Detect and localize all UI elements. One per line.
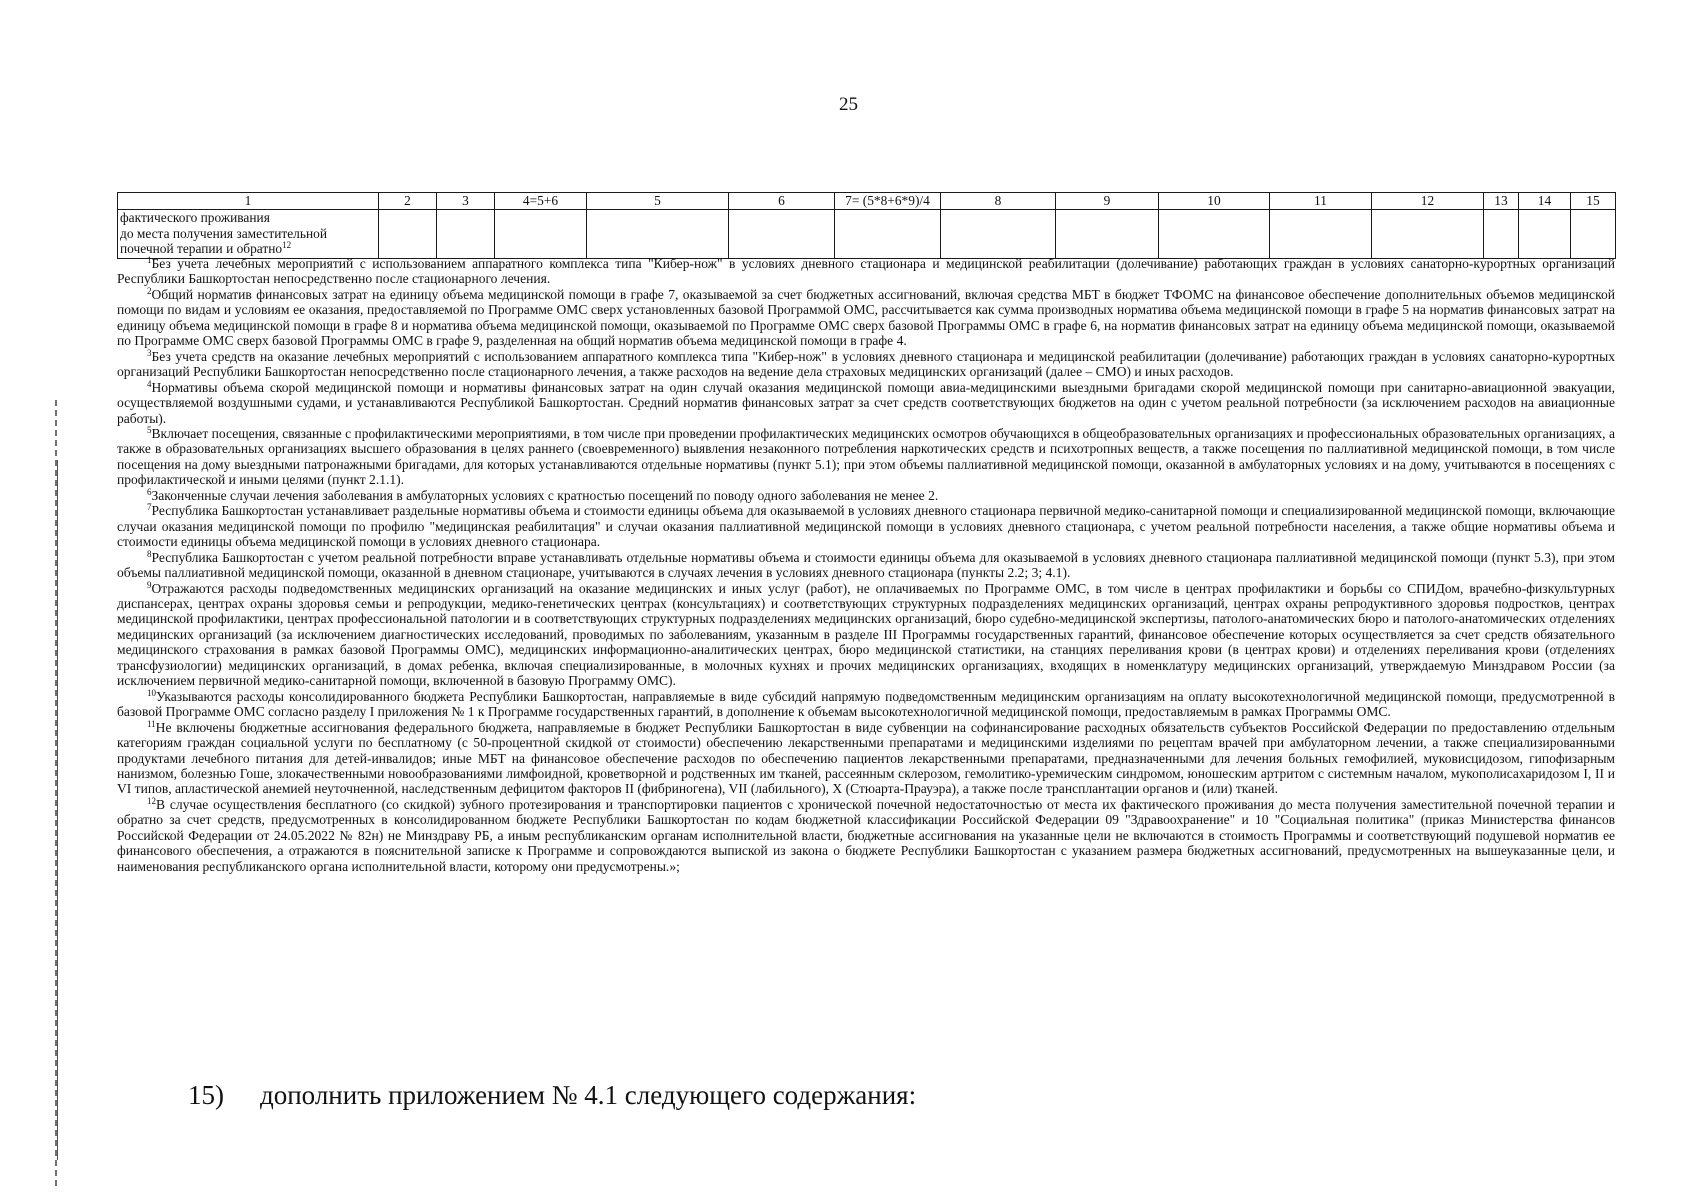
table-cell [941,210,1056,259]
footnote [117,581,1615,689]
row-label-line: фактического проживания [120,210,270,225]
footnotes [117,256,1615,874]
footnote-mark: 12 [147,795,156,806]
table-cell [495,210,587,259]
table-cell [437,210,495,259]
page-number: 25 [839,94,858,115]
footnote [117,488,1615,503]
table-cell [1372,210,1484,259]
footnote-text: Нормативы объема скорой медицинской помощи и нормативы финансовых затрат на один случай оказания медицинской помощи авиа-медицинскими выездными бригадами скорой медицинской помощи при санитарно-авиационной эвакуации, осуществляемой воздушными судами, и устанавливаются Республикой Башкортостан. Средний норматив финансовых затрат за счет средств соответствующих бюджетов на один с учетом реальной потребности (за исключением расходов на авиационные работы). [117,379,1615,426]
table-cell [587,210,729,259]
footnote-text: В случае осуществления бесплатного (со скидкой) зубного протезирования и транспортировки пациентов с хронической почечной недостаточностью от места их фактического проживания до места получения заместительной почечной терапии и обратно за счет средств, предусмотренных в консолидированном бюджете Республики Башкортостан по кодам бюджетной классификации Российской Федерации 09 "Здравоохранение" и 10 "Социальная политика" (приказ Министерства финансов Российской Федерации от 24.05.2022 № 82н) не Минздраву РБ, а иным республиканским органам исполнительной власти, бюджетные ассигнования на указанные цели не включаются в стоимость Программы и соответствующий подушевой норматив ее финансового обеспечения, а отражаются в пояснительной записке к Программе и сопровождаются выпиской из закона о бюджете Республики Башкортостан с указанием размера бюджетных ассигнований, предусмотренных на вышеуказанные цели, и наименования республиканского органа исполнительной власти, которому они предусмотрены.»; [117,796,1615,874]
table-cell [1270,210,1372,259]
data-table [117,192,1616,259]
column-header: 14 [1519,193,1571,210]
footnote-mark: 1 [147,255,152,265]
table-cell [1484,210,1519,259]
column-header: 1 [118,193,379,210]
footnote-text: Включает посещения, связанные с профилактическими мероприятиями, в том числе при проведении профилактических медицинских осмотров обучающихся в общеобразовательных организациях и профессиональных образовательных организациях, а также в образовательных организациях высшего образования в целях раннего (своевременного) выявления незаконного потребления наркотических средств и психотропных веществ, а также посещения по паллиативной медицинской помощи, в том числе посещения на дому выездными патронажными бригадами, для которых устанавливаются отдельные нормативы (пункт 5.1); при этом объемы паллиативной медицинской помощи, оказанной в амбулаторных условиях и на дому, учитываются в посещениях с профилактической и иными целями (пункт 2.1.1). [117,425,1615,488]
footnote [117,720,1615,797]
footnote-mark: 7 [147,502,152,513]
footnote [117,503,1615,549]
amendment-item [188,1080,916,1111]
table-cell [379,210,437,259]
footnote-mark: 2 [147,285,152,296]
footnote-text: Не включены бюджетные ассигнования федерального бюджета, направляемые в бюджет Республики Башкортостан в виде субвенции на софинансирование расходных обязательств субъектов Российской Федерации по предоставлению отдельным категориям граждан социальной услуги по бесплатному (с 50-процентной скидкой от стоимости) обеспечению лекарственными препаратами и медицинскими изделиями по рецептам врачей при амбулаторном лечении, а также специализированными продуктами лечебного питания для детей-инвалидов; иные МБТ на финансовое обеспечение расходов по обеспечению пациентов лекарственными препаратами, предназначенными для лечения больных гемофилией, муковисцидозом, гипофизарным нанизмом, болезнью Гоше, злокачественными новообразованиями лимфоидной, кроветворной и родственных им тканей, рассеянным склерозом, гемолитико-уремическим синдромом, юношеским артритом с системным началом, мукополисахаридозом I, II и VI типов, апластической анемией неуточненной, наследственным дефицитом факторов II (фибриногена), VII (лабильного), X (Стюарта-Прауэра), а также после трансплантации органов и (или) тканей. [117,719,1615,797]
column-header: 8 [941,193,1056,210]
item-number: 15) [188,1080,224,1110]
table-cell [1056,210,1159,259]
table-cell [1571,210,1616,259]
footnote [117,349,1615,380]
column-header: 5 [587,193,729,210]
row-label [118,210,379,259]
table-row [118,210,1616,259]
column-header: 15 [1571,193,1616,210]
footnote-mark: 10 [147,687,156,698]
footnote-text: Республика Башкортостан устанавливает раздельные нормативы объема и стоимости единицы объема для оказываемой в условиях дневного стационара первичной медико-санитарной помощи и специализированной медицинской помощи, включающие случаи оказания медицинской помощи по профилю "медицинская реабилитация" и случаи оказания паллиативной медицинской помощи в условиях дневного стационара, с учетом реальной потребности населения, а также общие нормативы объема и стоимости единицы объема медицинской помощи в условиях дневного стационара. [117,503,1615,550]
column-header: 13 [1484,193,1519,210]
footnote [117,380,1615,426]
column-header: 7= (5*8+6*9)/4 [835,193,941,210]
column-header: 10 [1159,193,1270,210]
footnote [117,256,1615,287]
table-header-row [118,193,1616,210]
footnote-mark: 4 [147,378,152,389]
item-text: дополнить приложением № 4.1 следующего содержания: [260,1080,917,1110]
footnote-mark: 11 [147,718,156,729]
row-label-line: почечной терапии и обратно [120,241,283,256]
footnote [117,287,1615,349]
column-header: 11 [1270,193,1372,210]
footnote-text: Республика Башкортостан с учетом реальной потребности вправе устанавливать отдельные нормативы объема и стоимости единицы объема для оказываемой в условиях дневного стационара паллиативной медицинской помощи (пункт 5.3), при этом объемы паллиативной медицинской помощи, оказанной в дневном стационаре, учитываются в случаях лечения в условиях дневного стационара (пункты 2.2; 3; 4.1). [117,549,1615,581]
footnote-mark: 9 [147,579,152,590]
table-cell [1159,210,1270,259]
footnote [117,426,1615,488]
footnote-text: Указываются расходы консолидированного бюджета Республики Башкортостан, направляемые в виде субсидий напрямую подведомственным медицинским организациям на оплату высокотехнологичной медицинской помощи, предусмотренной в базовой Программе ОМС согласно разделу I приложения № 1 к Программе государственных гарантий, в дополнение к объемам высокотехнологичной медицинской помощи, предоставляемым в рамках Программы ОМС. [117,688,1615,720]
footnote-text: Отражаются расходы подведомственных медицинских организаций на оказание медицинских и иных услуг (работ), не оплачиваемых по Программе ОМС, в том числе в центрах профилактики и борьбы со СПИДом, врачебно-физкультурных диспансерах, центрах охраны здоровья семьи и репродукции, медико-генетических центрах (консультациях) и соответствующих структурных подразделениях медицинских организаций, центрах охраны репродуктивного здоровья подростков, центрах медицинской профилактики, центрах профессиональной патологии и в соответствующих структурных подразделениях медицинских организаций, бюро судебно-медицинской экспертизы, патолого-анатомических бюро и патолого-анатомических отделениях медицинских организаций (за исключением диагностических исследований, проводимых по заболеваниям, указанным в разделе III Программы государственных гарантий, финансовое обеспечение которых осуществляется за счет средств обязательного медицинского страхования в рамках базовой Программы ОМС), медицинских информационно-аналитических центрах, бюро медицинской статистики, на станциях переливания крови (в центрах крови) и отделениях переливания крови (отделениях трансфузиологии) медицинских организаций, в домах ребенка, включая специализированные, в молочных кухнях и прочих медицинских организациях, входящих в номенклатуру медицинских организаций, утверждаемую Минздравом России (за исключением первичной медико-санитарной помощи, включенной в базовую Программу ОМС). [117,580,1615,689]
footnote-mark: 8 [147,548,152,559]
footnote-ref: 12 [282,240,292,250]
footnote-mark: 3 [147,347,152,358]
footnote-text: Без учета средств на оказание лечебных мероприятий с использованием аппаратного комплекса типа "Кибер-нож" в условиях дневного стационара и медицинской реабилитации (долечивание) работающих граждан в условиях санаторно-курортных организаций Республики Башкортостан непосредственно после стационарного лечения, а также расходов на ведение дела страховых медицинских организаций (далее – СМО) и иных расходов. [117,348,1615,380]
footnote-text: Законченные случаи лечения заболевания в амбулаторных условиях с кратностью посещений по поводу одного заболевания не менее 2. [151,487,939,503]
column-header: 2 [379,193,437,210]
table-cell [1519,210,1571,259]
footnote-text: Без учета лечебных мероприятий с использованием аппаратного комплекса типа "Кибер-нож" в условиях дневного стационара и медицинской реабилитации (долечивание) работающих граждан в условиях санаторно-курортных организаций Республики Башкортостан непосредственно после стационарного лечения. [117,256,1615,287]
footnote [117,797,1615,874]
column-header: 12 [1372,193,1484,210]
footnote-mark: 6 [147,486,152,497]
footnote-mark: 5 [147,424,152,435]
footnote [117,550,1615,581]
row-label-line: до места получения заместительной [120,225,327,241]
table-cell [835,210,941,259]
column-header: 3 [437,193,495,210]
footnote-text: Общий норматив финансовых затрат на единицу объема медицинской помощи в графе 7, оказываемой за счет бюджетных ассигнований, включая средства МБТ в бюджет ТФОМС на финансовое обеспечение дополнительных объемов медицинской помощи по видам и условиям ее оказания, предоставляемой по Программе ОМС сверх установленных базовой Программой ОМС, рассчитывается как сумма производных норматива объема медицинской помощи в графе 5 на норматив финансовых затрат на единицу объема медицинской помощи в графе 8 и норматива объема медицинской помощи, оказываемой по Программе ОМС сверх базовой Программы ОМС в графе 6, на норматив финансовых затрат на единицу объема медицинской помощи, оказываемой по Программе ОМС сверх базовой Программы ОМС в графе 9, разделенная на общий норматив объема медицинской помощи в графе 4. [117,286,1615,349]
footnote [117,689,1615,720]
scan-artifact [57,460,58,1160]
column-header: 9 [1056,193,1159,210]
column-header: 4=5+6 [495,193,587,210]
column-header: 6 [729,193,835,210]
table-cell [729,210,835,259]
